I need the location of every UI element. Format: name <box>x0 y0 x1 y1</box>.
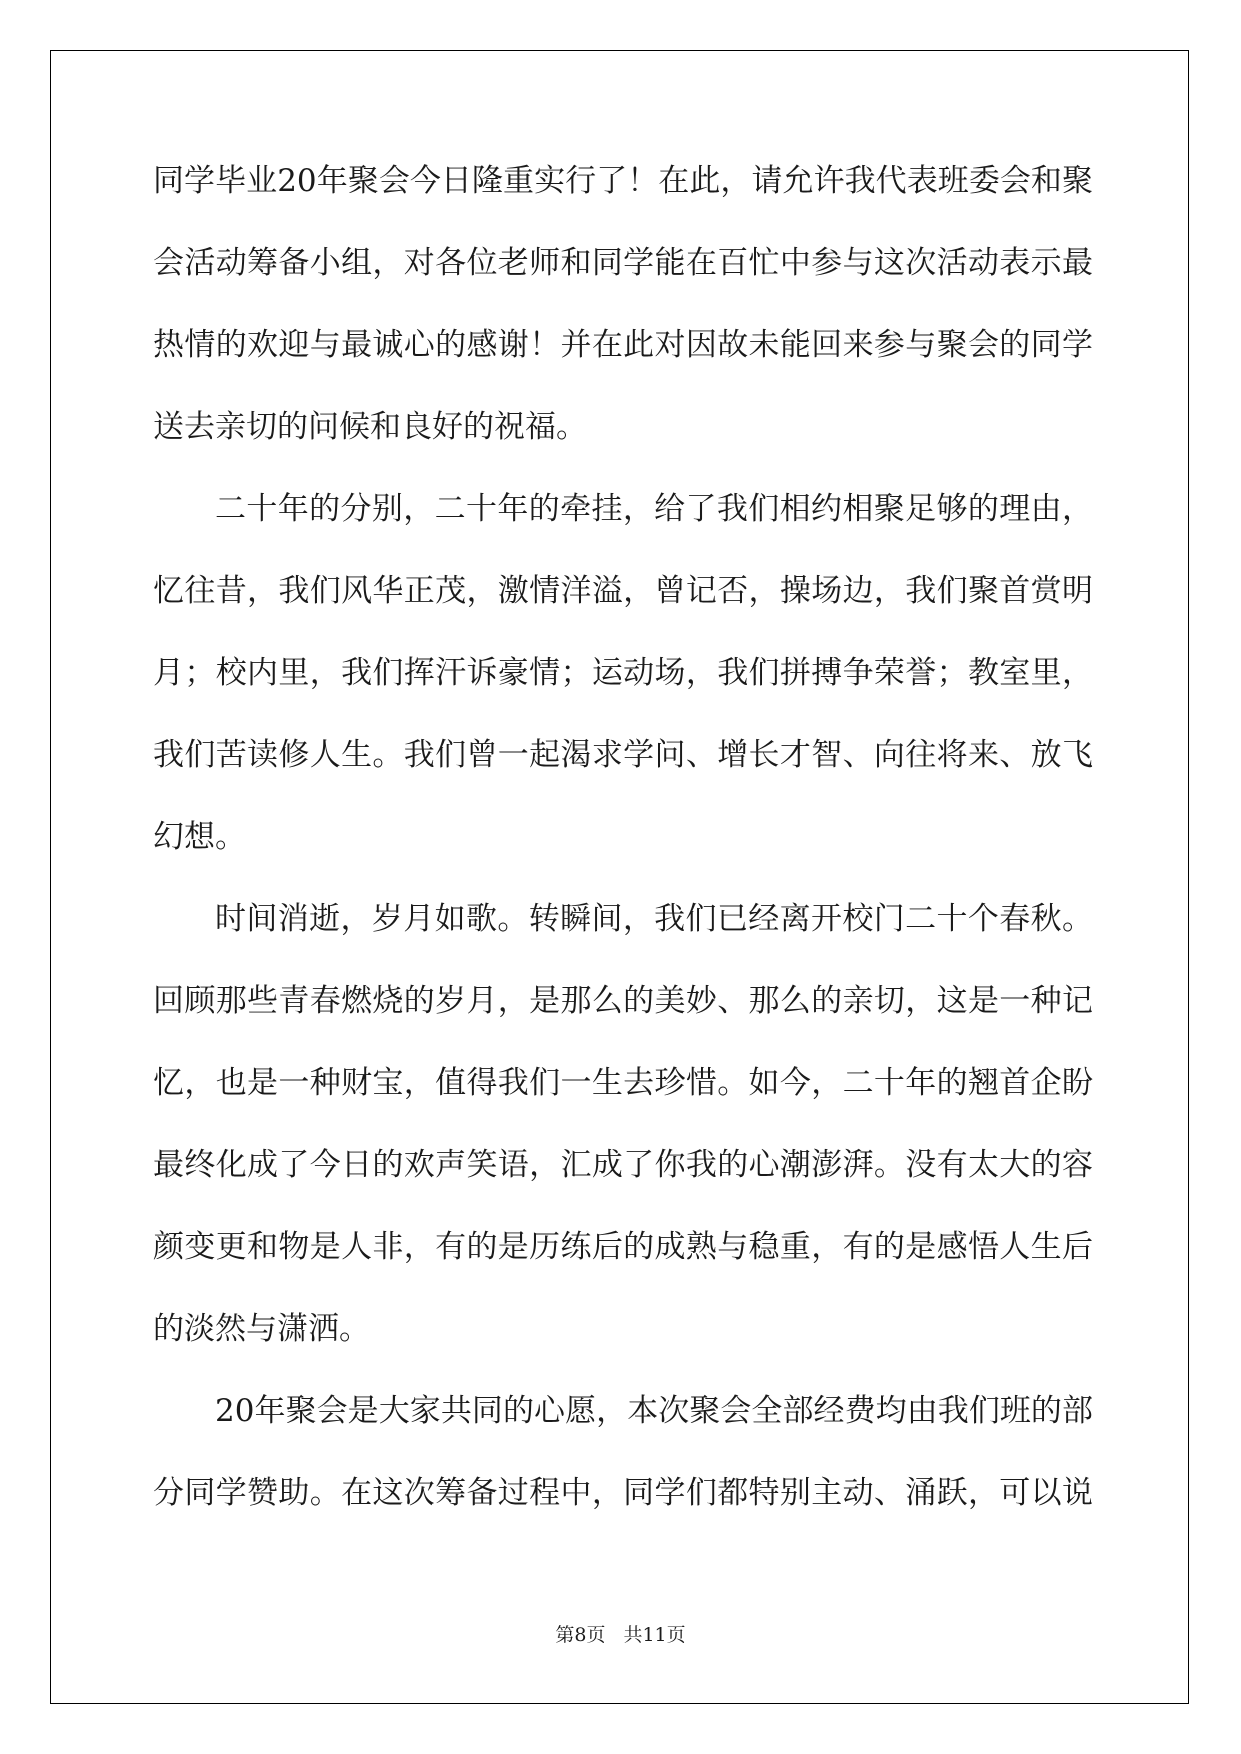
text-line: 我们苦读修人生。我们曾一起渴求学问、增长才智、向往将来、放飞 <box>153 737 1093 773</box>
text-line: 同学毕业20年聚会今日隆重实行了！在此，请允许我代表班委会和聚 <box>153 163 1093 199</box>
document-body <box>153 140 1093 1534</box>
text-line: 送去亲切的问候和良好的祝福。 <box>153 409 587 445</box>
page-footer <box>0 1620 1241 1647</box>
text-line: 热情的欢迎与最诚心的感谢！并在此对因故未能回来参与聚会的同学 <box>153 327 1093 363</box>
page-number: 第8页 <box>555 1624 606 1646</box>
text-line: 幻想。 <box>153 819 246 855</box>
text-line: 二十年的分别，二十年的牵挂，给了我们相约相聚足够的理由， <box>215 491 1093 527</box>
text-line: 会活动筹备小组，对各位老师和同学能在百忙中参与这次活动表示最 <box>153 245 1093 281</box>
text-line: 分同学赞助。在这次筹备过程中，同学们都特别主动、涌跃，可以说 <box>153 1475 1093 1511</box>
text-line: 的淡然与潇洒。 <box>153 1311 370 1347</box>
text-line: 月；校内里，我们挥汗诉豪情；运动场，我们拼搏争荣誉；教室里， <box>153 655 1093 691</box>
text-line: 忆往昔，我们风华正茂，激情洋溢，曾记否，操场边，我们聚首赏明 <box>153 573 1093 609</box>
text-line: 20年聚会是大家共同的心愿，本次聚会全部经费均由我们班的部 <box>215 1393 1093 1429</box>
text-line: 时间消逝，岁月如歌。转瞬间，我们已经离开校门二十个春秋。 <box>215 901 1093 937</box>
text-line: 忆，也是一种财宝，值得我们一生去珍惜。如今，二十年的翘首企盼 <box>153 1065 1093 1101</box>
text-line: 最终化成了今日的欢声笑语，汇成了你我的心潮澎湃。没有太大的容 <box>153 1147 1093 1183</box>
page-total: 共11页 <box>623 1624 686 1646</box>
text-line: 回顾那些青春燃烧的岁月，是那么的美妙、那么的亲切，这是一种记 <box>153 983 1093 1019</box>
text-line: 颜变更和物是人非，有的是历练后的成熟与稳重，有的是感悟人生后 <box>153 1229 1093 1265</box>
